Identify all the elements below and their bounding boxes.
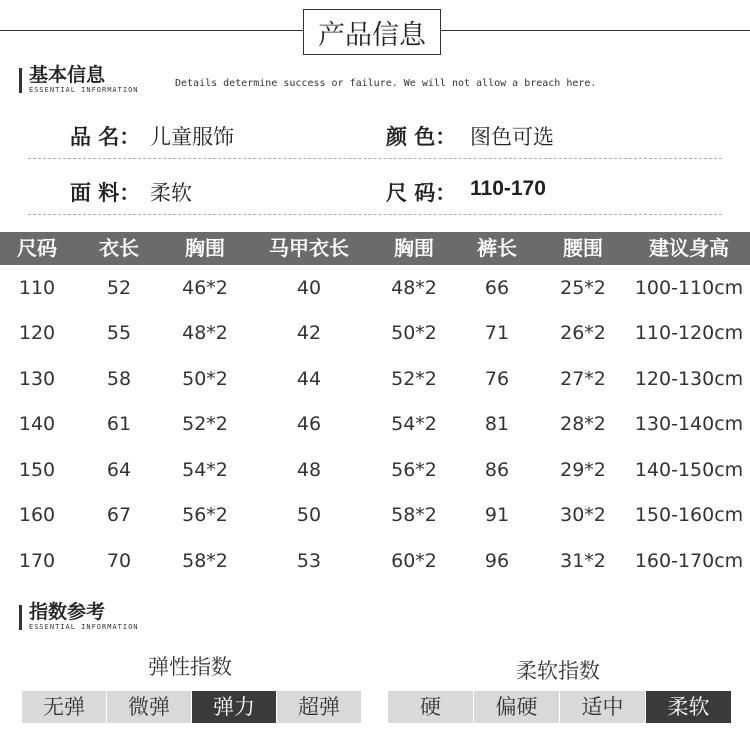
table-cell: 67: [106, 504, 132, 526]
index-heading: 指数参考: [29, 601, 106, 623]
table-cell: 130-140cm: [634, 413, 744, 435]
softness-option: 柔软: [646, 691, 731, 723]
divider: [28, 158, 722, 159]
table-cell: 56*2: [182, 504, 228, 526]
basic-info-heading: 基本信息: [29, 64, 106, 86]
table-cell: 29*2: [560, 459, 606, 481]
table-cell: 40: [296, 277, 322, 299]
table-cell: 52: [106, 277, 132, 299]
table-cell: 28*2: [560, 413, 606, 435]
elasticity-option: 弹力: [192, 691, 276, 723]
table-cell: 53: [296, 550, 322, 572]
table-cell: 120-130cm: [634, 368, 744, 390]
table-cell: 46*2: [182, 277, 228, 299]
table-cell: 66: [484, 277, 510, 299]
table-cell: 140-150cm: [634, 459, 744, 481]
fabric-value: 柔软: [150, 181, 192, 205]
table-cell: 81: [484, 413, 510, 435]
table-cell: 50*2: [182, 368, 228, 390]
softness-option: 偏硬: [474, 691, 559, 723]
table-cell: 25*2: [560, 277, 606, 299]
column-header-length: 衣长: [99, 236, 139, 260]
table-cell: 52*2: [182, 413, 228, 435]
table-cell: 91: [484, 504, 510, 526]
table-cell: 160-170cm: [634, 550, 744, 572]
table-cell: 71: [484, 322, 510, 344]
table-cell: 160: [18, 504, 56, 526]
table-cell: 130: [18, 368, 56, 390]
table-cell: 56*2: [391, 459, 437, 481]
color-label: 颜 色：: [386, 125, 457, 149]
banner-line-left: [0, 30, 303, 31]
table-cell: 60*2: [391, 550, 437, 572]
table-cell: 170: [18, 550, 56, 572]
table-cell: 48*2: [182, 322, 228, 344]
table-cell: 27*2: [560, 368, 606, 390]
table-cell: 50: [296, 504, 322, 526]
table-cell: 76: [484, 368, 510, 390]
size-value: 110-170: [470, 177, 546, 200]
table-cell: 61: [106, 413, 132, 435]
banner-line-right: [440, 30, 750, 31]
product-name-label: 品 名：: [70, 125, 141, 149]
section-bar: [19, 605, 22, 630]
basic-info-subheading: ESSENTIAL INFORMATION: [29, 86, 139, 94]
column-header-waist: 腰围: [563, 236, 603, 260]
table-cell: 150: [18, 459, 56, 481]
table-cell: 52*2: [391, 368, 437, 390]
table-cell: 42: [296, 322, 322, 344]
table-cell: 86: [484, 459, 510, 481]
elasticity-title: 弹性指数: [148, 655, 232, 679]
column-header-chest: 胸围: [185, 236, 225, 260]
table-cell: 54*2: [391, 413, 437, 435]
table-cell: 150-160cm: [634, 504, 744, 526]
table-cell: 48: [296, 459, 322, 481]
table-cell: 140: [18, 413, 56, 435]
table-cell: 55: [106, 322, 132, 344]
table-cell: 44: [296, 368, 322, 390]
softness-option: 适中: [560, 691, 645, 723]
table-cell: 30*2: [560, 504, 606, 526]
table-cell: 64: [106, 459, 132, 481]
table-cell: 100-110cm: [634, 277, 744, 299]
tagline: Details determine success or failure. We will not allow a breach here.: [175, 78, 597, 89]
table-cell: 46: [296, 413, 322, 435]
table-cell: 120: [18, 322, 56, 344]
product-name-value: 儿童服饰: [150, 125, 234, 149]
column-header-pants-length: 裤长: [477, 236, 517, 260]
elasticity-option: 无弹: [22, 691, 106, 723]
fabric-label: 面 料：: [70, 181, 141, 205]
column-header-vest-length: 马甲衣长: [269, 236, 349, 260]
table-cell: 110-120cm: [634, 322, 744, 344]
table-cell: 110: [18, 277, 56, 299]
table-cell: 48*2: [391, 277, 437, 299]
section-bar: [19, 68, 22, 93]
column-header-size: 尺码: [17, 236, 57, 260]
table-cell: 70: [106, 550, 132, 572]
divider: [28, 214, 722, 215]
table-cell: 54*2: [182, 459, 228, 481]
table-cell: 31*2: [560, 550, 606, 572]
elasticity-option: 微弹: [107, 691, 191, 723]
color-value: 图色可选: [470, 125, 554, 149]
table-cell: 58: [106, 368, 132, 390]
softness-title: 柔软指数: [516, 659, 600, 683]
table-cell: 50*2: [391, 322, 437, 344]
banner-title: 产品信息: [303, 9, 441, 55]
column-header-height: 建议身高: [649, 236, 729, 260]
table-cell: 96: [484, 550, 510, 572]
table-cell: 26*2: [560, 322, 606, 344]
column-header-chest-2: 胸围: [394, 236, 434, 260]
softness-option: 硬: [388, 691, 473, 723]
table-cell: 58*2: [391, 504, 437, 526]
table-cell: 58*2: [182, 550, 228, 572]
size-label: 尺 码：: [386, 181, 457, 205]
index-subheading: ESSENTIAL INFORMATION: [29, 623, 139, 631]
elasticity-option: 超弹: [277, 691, 361, 723]
